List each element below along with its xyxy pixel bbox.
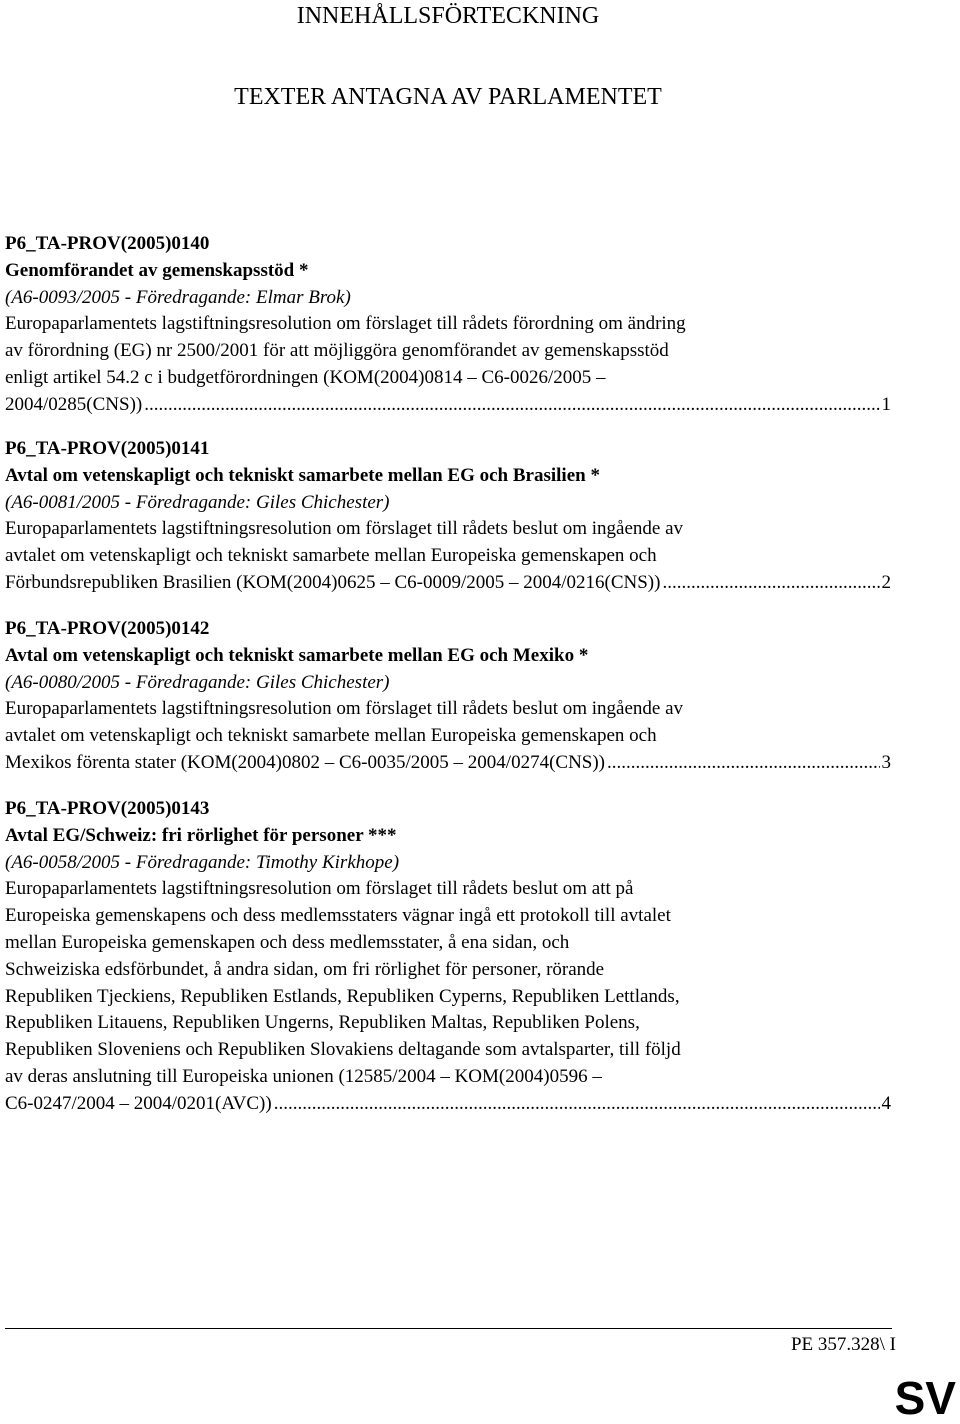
entry-last-line-text: C6-0247/2004 – 2004/0201(AVC)) [5,1092,272,1114]
entry-line: Europaparlamentets lagstiftningsresolution om förslaget till rådets beslut om ingående av [5,518,684,540]
footer-divider [5,1328,892,1329]
entry-rapporteur: (A6-0058/2005 - Föredragande: Timothy Kirkhope) [5,851,400,873]
dot-leader [607,750,879,777]
toc-entry [5,231,891,419]
entry-line: Europaparlamentets lagstiftningsresolution om förslaget till rådets beslut om att på [5,878,634,900]
entry-line: Republiken Sloveniens och Republiken Slovakiens deltagande som avtalsparter, till följd [5,1039,681,1061]
toc-title: INNEHÅLLSFÖRTECKNING [296,3,600,29]
dot-leader [274,1091,880,1118]
entry-rapporteur: (A6-0081/2005 - Föredragande: Giles Chichester) [5,491,390,513]
page-number[interactable]: 2 [881,571,891,593]
toc-entry [5,436,891,597]
entry-last-line[interactable] [5,392,891,419]
language-code: SV [894,1372,956,1424]
entry-heading: Avtal EG/Schweiz: fri rörlighet för personer *** [5,824,397,846]
entry-line: av förordning (EG) nr 2500/2001 för att möjliggöra genomförandet av gemenskapsstöd [5,340,669,362]
toc-entry [5,796,891,1118]
entry-line: Europaparlamentets lagstiftningsresolution om förslaget till rådets beslut om ingående av [5,698,684,720]
dot-leader [662,570,879,597]
entry-heading: Genomförandet av gemenskapsstöd * [5,259,309,281]
entry-last-line[interactable] [5,750,891,777]
entry-code: P6_TA-PROV(2005)0142 [5,618,210,639]
toc-entry [5,616,891,777]
entry-line: av deras anslutning till Europeiska unionen (12585/2004 – KOM(2004)0596 – [5,1065,602,1087]
entry-code: P6_TA-PROV(2005)0143 [5,798,210,819]
entry-line: Europaparlamentets lagstiftningsresolution om förslaget till rådets förordning om ändring [5,313,686,335]
page-number[interactable]: 3 [881,751,891,773]
entry-code: P6_TA-PROV(2005)0140 [5,233,210,254]
entry-last-line[interactable] [5,570,891,597]
entry-line: mellan Europeiska gemenskapen och dess medlemsstater, å ena sidan, och [5,931,570,953]
entry-line: Schweiziska edsförbundet, å andra sidan, om fri rörlighet för personer, rörande [5,958,605,980]
dot-leader [144,392,879,419]
entry-line: avtalet om vetenskapligt och tekniskt samarbete mellan Europeiska gemenskapen och [5,725,657,747]
entry-code: P6_TA-PROV(2005)0141 [5,438,210,459]
entry-heading: Avtal om vetenskapligt och tekniskt samarbete mellan EG och Mexiko * [5,644,589,666]
entry-heading: Avtal om vetenskapligt och tekniskt samarbete mellan EG och Brasilien * [5,464,600,486]
entry-line: avtalet om vetenskapligt och tekniskt samarbete mellan Europeiska gemenskapen och [5,545,657,567]
page-number[interactable]: 1 [881,393,891,415]
entry-line: Europeiska gemenskapens och dess medlemsstaters vägnar ingå ett protokoll till avtalet [5,905,671,927]
entry-last-line[interactable] [5,1091,891,1118]
entry-last-line-text: Mexikos förenta stater (KOM(2004)0802 – C6-0035/2005 – 2004/0274(CNS)) [5,751,606,773]
entry-line: Republiken Litauens, Republiken Ungerns, Republiken Maltas, Republiken Polens, [5,1012,640,1034]
footer-reference: PE 357.328\ I [790,1334,896,1355]
entry-last-line-text: 2004/0285(CNS)) [5,393,143,415]
section-title: TEXTER ANTAGNA AV PARLAMENTET [234,84,662,110]
entry-line: Republiken Tjeckiens, Republiken Estlands, Republiken Cyperns, Republiken Lettlands, [5,985,680,1007]
page-number[interactable]: 4 [881,1092,891,1114]
entry-rapporteur: (A6-0093/2005 - Föredragande: Elmar Brok) [5,286,351,308]
entry-last-line-text: Förbundsrepubliken Brasilien (KOM(2004)0625 – C6-0009/2005 – 2004/0216(CNS)) [5,571,661,593]
entry-line: enligt artikel 54.2 c i budgetförordningen (KOM(2004)0814 – C6-0026/2005 – [5,366,606,388]
entry-rapporteur: (A6-0080/2005 - Föredragande: Giles Chichester) [5,671,390,693]
